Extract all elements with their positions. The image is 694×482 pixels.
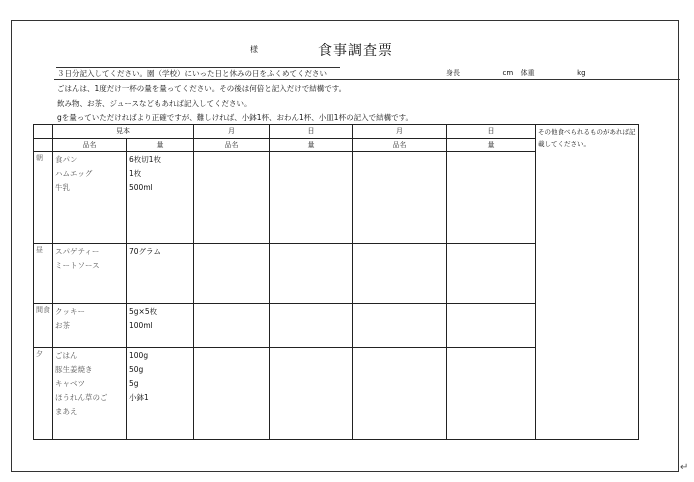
day3-item-cell[interactable]: [353, 304, 447, 348]
meal-label-lunch: 昼: [34, 244, 53, 304]
list-item: 豚生姜焼き: [55, 365, 93, 374]
day3-item-cell[interactable]: [353, 152, 447, 244]
weight-label: 体重: [520, 69, 535, 77]
day2-item-cell[interactable]: [194, 348, 270, 440]
day1-amounts: [127, 152, 194, 244]
list-item: 牛乳: [55, 183, 70, 192]
day2-amount-cell[interactable]: [270, 152, 353, 244]
list-item: キャベツ: [55, 379, 85, 388]
item-col-header: 品名: [53, 139, 127, 152]
list-item: 100ml: [129, 321, 153, 330]
note-2: ごはんは、1度だけ一杯の量を量ってください。その後は何倍と記入だけで結構です。: [57, 84, 347, 93]
list-item: ハムエッグ: [55, 169, 93, 178]
list-item: ミートソース: [55, 261, 100, 270]
day2-amount-cell[interactable]: [270, 304, 353, 348]
day1-header: 見本: [53, 125, 194, 139]
day1-amounts: [127, 304, 194, 348]
day3-month: 月: [353, 125, 447, 139]
day2-item-cell[interactable]: [194, 244, 270, 304]
list-item: 5g×5枚: [129, 307, 158, 316]
note-divider: [54, 79, 442, 80]
amount-col-header: 量: [270, 139, 353, 152]
day3-item-cell[interactable]: [353, 244, 447, 304]
day1-items: [53, 304, 127, 348]
list-item: お茶: [55, 321, 70, 330]
day1-items: [53, 244, 127, 304]
day2-amount-cell[interactable]: [270, 244, 353, 304]
day3-amount-cell[interactable]: [447, 348, 536, 440]
day2-month: 月: [194, 125, 270, 139]
list-item: 50g: [129, 365, 144, 374]
day1-amounts: [127, 348, 194, 440]
note-4: gを量っていただければより正確ですが、難しければ、小鉢1杯、おわん1杯、小皿1杯の記入で結構です。: [57, 113, 413, 122]
note-3: 飲み物、お茶、ジュースなどもあれば記入してください。: [57, 99, 252, 108]
note-1: ３日分記入してください。園（学校）にいった日と休みの日をふくめてください: [57, 69, 327, 78]
meal-survey-table: [33, 124, 639, 440]
item-col-header: 品名: [194, 139, 270, 152]
day3-amount-cell[interactable]: [447, 304, 536, 348]
item-col-header: 品名: [353, 139, 447, 152]
height-label: 身長: [446, 69, 460, 77]
return-mark-icon: ↵: [680, 462, 689, 473]
day3-amount-cell[interactable]: [447, 152, 536, 244]
page-title: 食事調査票: [318, 43, 393, 59]
sama-label: 様: [250, 45, 258, 54]
list-item: 70グラム: [129, 247, 161, 256]
day1-items: [53, 348, 127, 440]
list-item: 1枚: [129, 169, 142, 178]
meal-label-snack: 間食: [34, 304, 53, 348]
day3-item-cell[interactable]: [353, 348, 447, 440]
day1-items: [53, 152, 127, 244]
list-item: ごはん: [55, 351, 78, 360]
amount-col-header: 量: [127, 139, 194, 152]
list-item: 食パン: [55, 155, 78, 164]
body-info-underline: [442, 79, 680, 80]
list-item: 小鉢1: [129, 393, 149, 402]
other-foods-cell[interactable]: [536, 125, 639, 440]
meal-label-breakfast: 朝: [34, 152, 53, 244]
meal-label-dinner: 夕: [34, 348, 53, 440]
list-item: クッキー: [55, 307, 85, 316]
weight-unit: kg: [577, 69, 586, 77]
day2-item-cell[interactable]: [194, 304, 270, 348]
day3-amount-cell[interactable]: [447, 244, 536, 304]
list-item: 6枚切1枚: [129, 155, 162, 164]
other-note: その他食べられるものがあれば記載してください。: [538, 128, 636, 148]
body-measurements: [446, 68, 586, 78]
height-unit: cm: [502, 69, 514, 77]
day2-item-cell[interactable]: [194, 152, 270, 244]
amount-col-header: 量: [447, 139, 536, 152]
list-item: スパゲティー: [55, 247, 100, 256]
list-item: 500ml: [129, 183, 153, 192]
list-item: 5g: [129, 379, 139, 388]
list-item: まあえ: [55, 407, 78, 416]
day1-amounts: [127, 244, 194, 304]
day2-amount-cell[interactable]: [270, 348, 353, 440]
day2-day: 日: [270, 125, 353, 139]
list-item: 100g: [129, 351, 149, 360]
day3-day: 日: [447, 125, 536, 139]
list-item: ほうれん草のご: [55, 393, 108, 402]
